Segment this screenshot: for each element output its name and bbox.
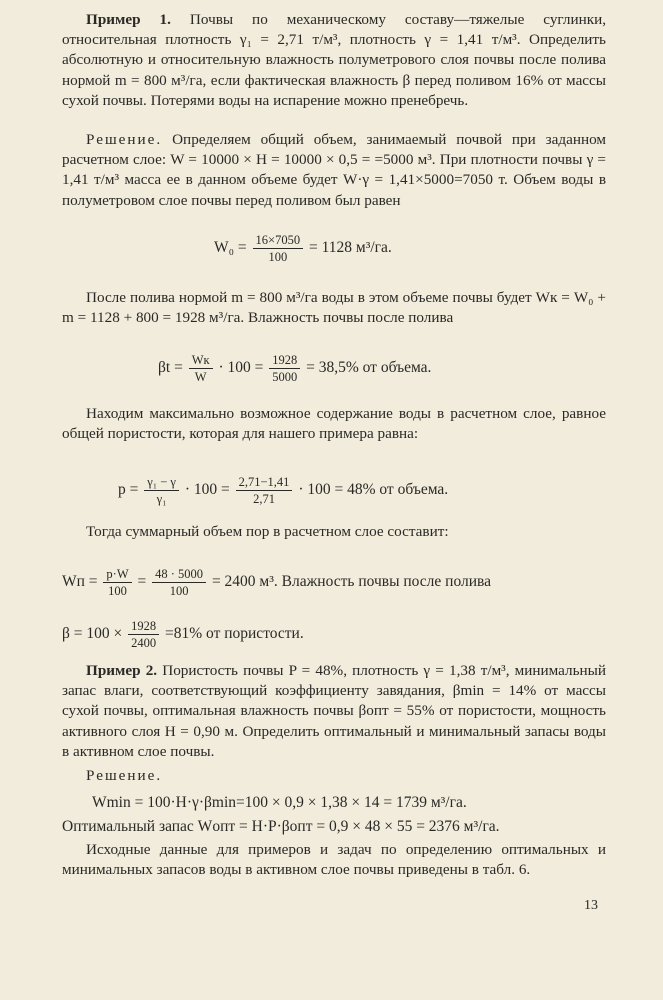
formula-wmin: Wmin = 100·H·γ·βmin=100 × 0,9 × 1,38 × 14 = 1739 м³/га. (92, 794, 467, 811)
example1-para2: После полива нормой m = 800 м³/га воды в этом объеме почвы будет Wк = W₀ + m = 1128 + 800 = 1928 м³/га. Влажность почвы после полива (62, 289, 606, 327)
page-number: 13 (584, 898, 598, 913)
example1-label: Пример 1. (86, 11, 171, 28)
formula-porosity: p = $\frac{\text{γ₁ − γ}}{\text{γ₁}}$ · 100 = $\frac{2,71-1,41}{2,71}$ · 100 = 48% от объема. (118, 475, 449, 506)
formula-w0: W₀ = $\frac{16\times 7050}{100}$ = 1128 м³/га. (214, 233, 392, 264)
formula-wp: Wп = $\frac{p\cdot W}{100}$ = $\frac{48 \cdot 5000}{100}$ = 2400 м³. Влажность почвы после полива (62, 567, 492, 598)
example1-para3: Находим максимально возможное содержание воды в расчетном слое, равное общей пористости, которая для нашего примера равна: (62, 405, 606, 443)
example1-statement: Пример 1. Почвы по механическому составу—тяжелые суглинки, относительная плотность γ₁ = 2,71 т/м³, плотность γ = 1,41 т/м³. Определить абсолютную и относительную влажность полуметрового слоя почвы после полива нормой m = 800 м³/га, если фактическая влажность β перед поливом 16% от массы сухой почвы. Потерями воды на испарение можно пренебречь. (62, 11, 607, 109)
example2-label: Пример 2. (86, 662, 158, 679)
solution-heading: Решение. (86, 131, 163, 148)
formula-wopt: Оптимальный запас Wопт = H·P·βопт = 0,9 × 48 × 55 = 2376 м³/га. (62, 818, 500, 835)
example2-closing: Исходные данные для примеров и задач по определению оптимальных и минимальных запасов воды в активном слое почвы приведены в табл. 6. (62, 841, 606, 879)
formula-beta-t: βt = $\frac{Wк}{W}$ · 100 = $\frac{1928}{5000}$ = 38,5% от объема. (158, 353, 432, 384)
example1-para4: Тогда суммарный объем пор в расчетном слое составит: (86, 523, 449, 540)
formula-beta: β = 100 × $\frac{1928}{2400}$ =81% от пористости. (62, 619, 304, 650)
example1-solution: Решение. Определяем общий объем, занимаемый почвой при заданном расчетном слое: W = 10000 × H = 10000 × 0,5 = =5000 м³. При плотности почвы γ = 1,41 т/м³ масса ее в данном объеме будет W·γ = 1,41×5000=7050 т. Объем воды в полуметровом слое почвы перед поливом был равен (62, 131, 607, 209)
example2-solution-heading: Решение. (86, 767, 163, 784)
example2-statement: Пример 2. Пористость почвы P = 48%, плотность γ = 1,38 т/м³, минимальный запас влаги, соответствующий коэффициенту завядания, βmin = 14% от массы сухой почвы, оптимальная влажность почвы βопт = 55% от пористости, мощность активного слоя H = 0,90 м. Определить оптимальный и минимальный запасы воды в активном слое почвы. (62, 662, 607, 760)
